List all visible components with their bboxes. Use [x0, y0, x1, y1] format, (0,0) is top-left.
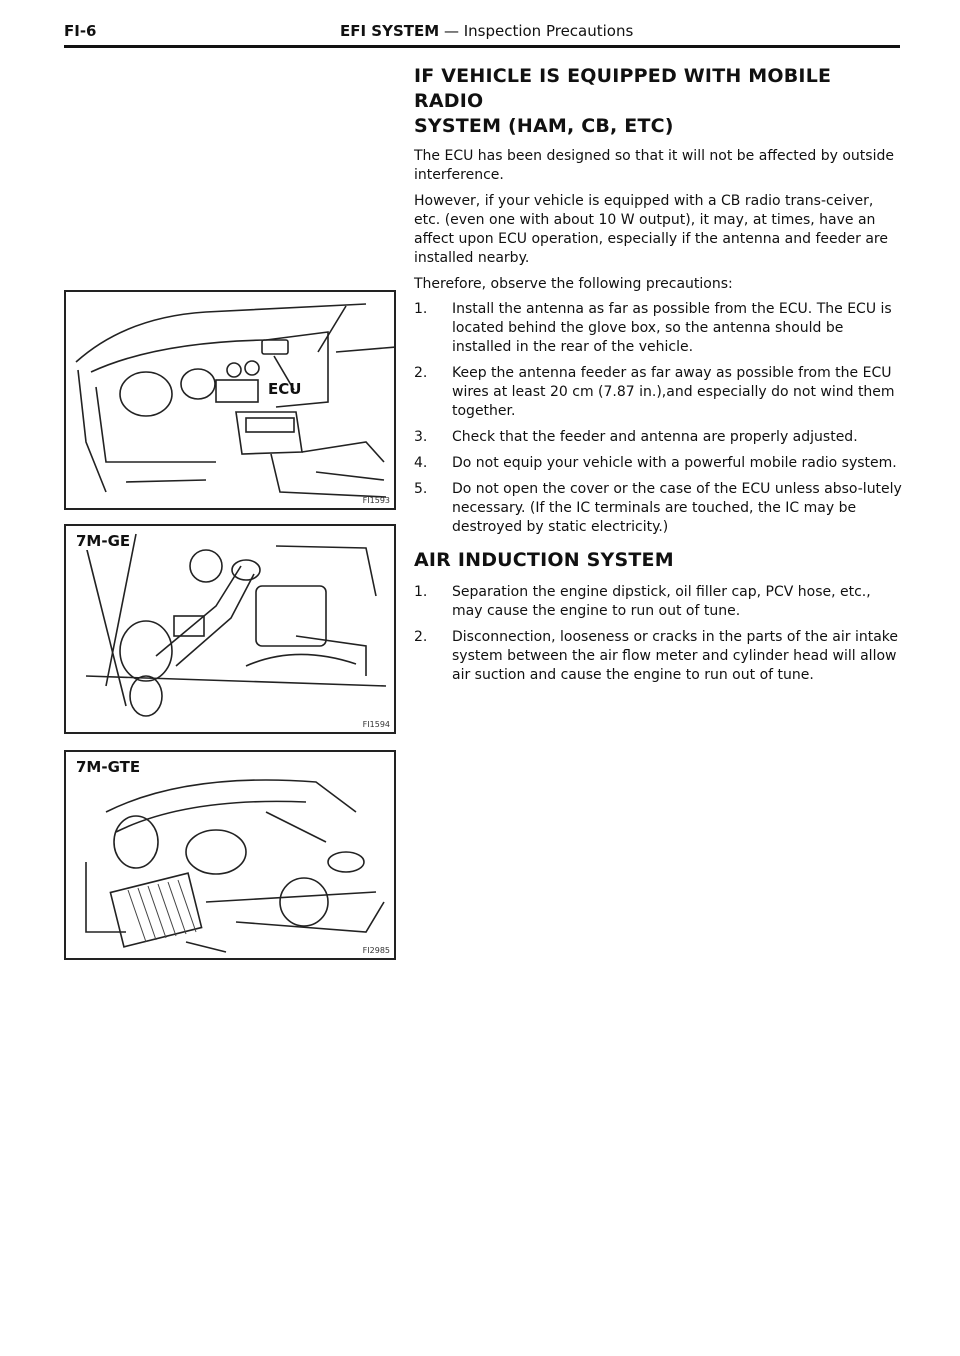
list-item: [414, 454, 904, 473]
radio-heading-line2: SYSTEM (HAM, CB, ETC): [414, 115, 674, 137]
list-number: 2.: [414, 365, 428, 381]
7m-gte-engine-illustration: [66, 752, 396, 960]
figure-label-7m-gte: 7M-GTE: [76, 758, 141, 776]
list-item: [414, 428, 904, 447]
dashboard-illustration: [66, 292, 396, 510]
list-number: 5.: [414, 481, 428, 497]
list-text: Do not equip your vehicle with a powerful mobile radio system.: [452, 455, 897, 471]
list-text: Check that the feeder and antenna are properly adjusted.: [452, 429, 858, 445]
radio-paragraph-3: Therefore, observe the following precautions:: [414, 276, 733, 292]
figure-code: FI1594: [362, 720, 390, 729]
figure-code: FI2985: [362, 946, 390, 955]
list-number: 3.: [414, 429, 428, 445]
list-number: 4.: [414, 455, 428, 471]
list-number: 2.: [414, 629, 428, 645]
list-number: 1.: [414, 301, 428, 317]
figure-dashboard-ecu: [64, 290, 396, 510]
figure-code: FI1593: [362, 496, 390, 505]
figure-7m-gte-engine: [64, 750, 396, 960]
list-item: [414, 364, 904, 421]
7m-ge-engine-illustration: [66, 526, 396, 734]
radio-paragraph-2: However, if your vehicle is equipped with a CB radio trans-ceiver, etc. (even one with about 10 W output), it may, at times, have an affect upon ECU operation, especially if the antenna and feeder are installed nearby.: [414, 193, 888, 266]
radio-section-heading: [414, 64, 904, 139]
list-text: Keep the antenna feeder as far away as possible from the ECU wires at least 20 cm (7.87 in.),and especially do not wind them together.: [452, 365, 895, 419]
list-text: Separation the engine dipstick, oil filler cap, PCV hose, etc., may cause the engine to run out of tune.: [452, 584, 871, 619]
radio-heading-line1: IF VEHICLE IS EQUIPPED WITH MOBILE RADIO: [414, 65, 832, 112]
figure-7m-ge-engine: [64, 524, 396, 734]
list-text: Disconnection, looseness or cracks in the parts of the air intake system between the air flow meter and cylinder head will allow air suction and cause the engine to run out of tune.: [452, 629, 898, 683]
list-item: [414, 480, 904, 537]
figure-label-7m-ge: 7M-GE: [76, 532, 131, 550]
header-title-rest: — Inspection Precautions: [439, 22, 634, 40]
list-item: [414, 300, 904, 357]
list-text: Do not open the cover or the case of the ECU unless abso-lutely necessary. (If the IC terminals are touched, the IC may be destroyed by static electricity.): [452, 481, 902, 535]
header-title-bold: EFI SYSTEM: [340, 22, 440, 40]
list-item: [414, 628, 904, 685]
ecu-callout-label: ECU: [268, 380, 302, 398]
page-header: [64, 14, 900, 48]
list-text: Install the antenna as far as possible from the ECU. The ECU is located behind the glove box, so the antenna should be installed in the rear of the vehicle.: [452, 301, 892, 355]
page-number: FI-6: [64, 22, 97, 40]
mobile-radio-section: [414, 64, 904, 537]
air-induction-section: [414, 548, 904, 685]
air-section-heading: AIR INDUCTION SYSTEM: [414, 549, 674, 571]
list-number: 1.: [414, 584, 428, 600]
radio-paragraph-1: The ECU has been designed so that it will not be affected by outside interference.: [414, 148, 894, 183]
list-item: [414, 583, 904, 621]
header-title: [340, 22, 633, 40]
